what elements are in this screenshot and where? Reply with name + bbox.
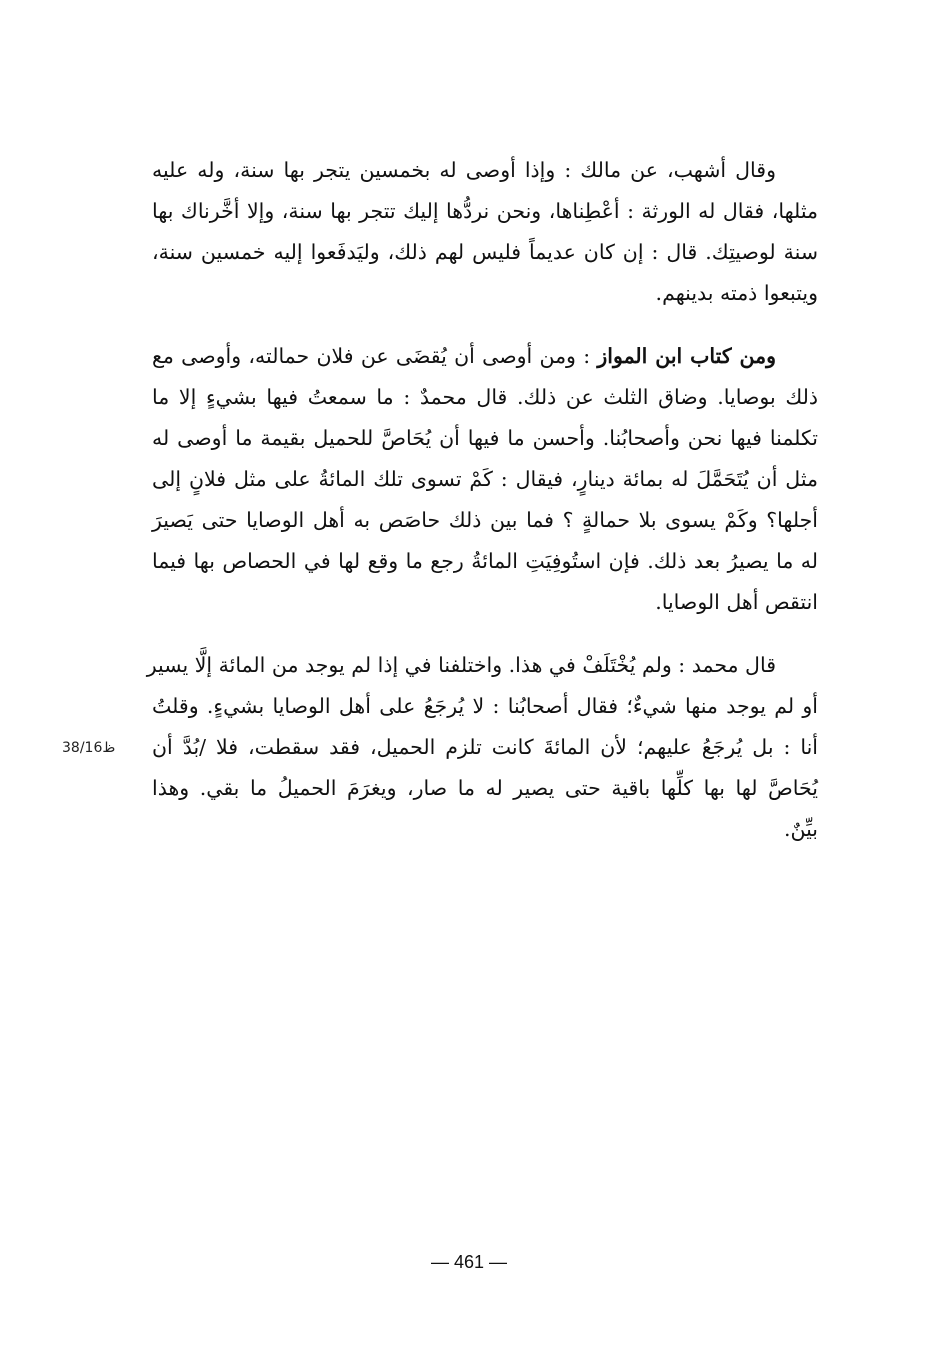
paragraph-1 (152, 150, 818, 314)
text-line-rest: : ومن أوصى أن يُقضَى عن فلان حمالته، وأوصى مع (152, 344, 598, 368)
paragraph-3 (146, 645, 818, 850)
text-line: له ما يصيرُ بعد ذلك. فإن استُوفِيَتِ المائةُ رجع ما وقع لها في الحصاص بها فيما (152, 549, 818, 573)
text-line: وقال أشهب، عن مالك : وإذا أوصى له بخمسين يتجر بها سنة، وله عليه (152, 158, 776, 182)
body-text (146, 150, 818, 872)
text-line-with-heading (152, 336, 818, 377)
text-line: تكلمنا فيها نحن وأصحابُنا. وأحسن ما فيها أن يُحَاصَّ للحميل بقيمة ما أوصى له (152, 426, 818, 450)
manuscript-folio-note: ظ38/16 (62, 740, 116, 756)
text-line: بيِّنٌ. (783, 817, 818, 841)
text-line: قال محمد : ولم يُخْتَلَفْ في هذا. واختلفنا في إذا لم يوجد من المائة إلَّا يسير (146, 653, 776, 677)
text-line: مثل أن يُتَحَمَّلَ له بمائة دينارٍ، فيقال : كَمْ تسوى تلك المائةُ على مثل فلانٍ إلى (152, 467, 818, 491)
text-line: ويتبعوا ذمته بدينهم. (655, 281, 818, 305)
text-line: أنا : بل يُرجَعُ عليهم؛ لأن المائةَ كانت تلزم الحميل، فقد سقطت، فلا /بُدَّ أن (152, 735, 818, 759)
text-line: ذلك بوصايا. وضاق الثلث عن ذلك. قال محمدٌ : ما سمعتُ فيها بشيءٍ إلا ما (152, 385, 818, 409)
text-line: انتقص أهل الوصايا. (655, 590, 818, 614)
text-line: أجلها؟ وكَمْ يسوى بلا حمالةٍ ؟ فما بين ذلك حاصَص به أهل الوصايا حتى يَصيرَ (152, 508, 818, 532)
text-line: سنة لوصيتِك. قال : إن كان عديماً فليس لهم ذلك، وليَدفَعوا إليه خمسين سنة، (152, 240, 818, 264)
bold-lead: ومن كتاب ابن المواز (597, 344, 776, 368)
text-line: يُحَاصَّ لها بها كلِّها باقية حتى يصير له ما صار، ويغرَمَ الحميلُ ما بقي. وهذا (152, 776, 818, 800)
text-line: مثلها، فقال له الورثة : أعْطِناها، ونحن نردُّها إليك تتجر بها سنة، وإلا أخَّرناك بها (152, 199, 818, 223)
paragraph-2 (152, 336, 818, 623)
text-line: أو لم يوجد منها شيءٌ؛ فقال أصحابُنا : لا يُرجَعُ على أهل الوصايا بشيءٍ. وقلتُ (152, 694, 818, 718)
page-number: — 461 — (430, 1252, 508, 1272)
